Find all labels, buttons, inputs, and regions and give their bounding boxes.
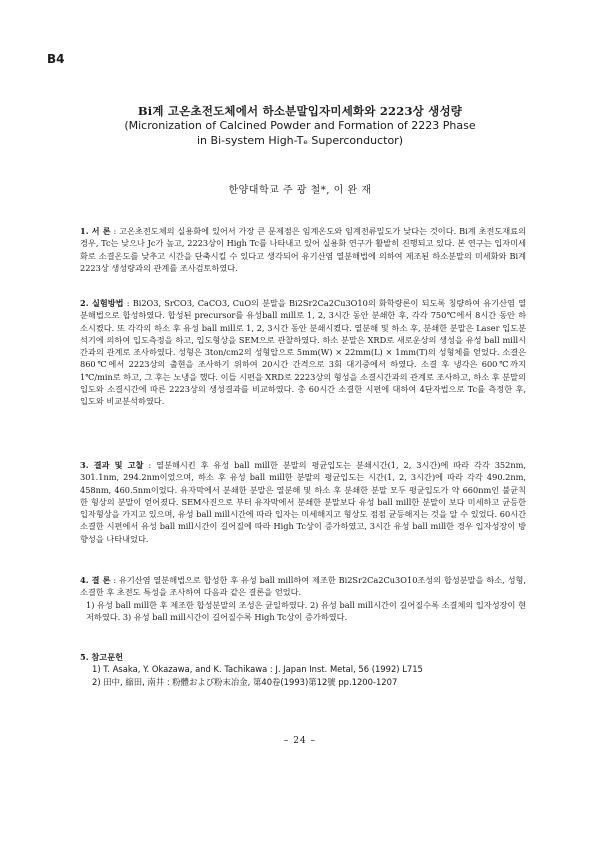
conclusion-list: 1) 유성 ball mill한 후 제조한 합성분말의 조성은 균일하였다. 2) 유성 ball mill시간이 길어질수록 소결체의 입자성장이 현저하였다. 3) 유성 ball mill시간이 길어질수록 High Tc상이 증가하였다. bbox=[86, 599, 526, 622]
section-heading: 5. 참고문헌 bbox=[80, 652, 124, 662]
page-number: – 24 – bbox=[283, 736, 317, 746]
reference-item: 2) 田中, 縮田, 南井 : 粉體および粉末冶金, 第40卷(1993)第12號 pp.1200-1207 bbox=[92, 676, 398, 687]
session-code: B4 bbox=[47, 52, 65, 66]
section-methods bbox=[80, 297, 526, 408]
section-conclusion bbox=[80, 574, 526, 623]
section-body: : Bi2O3, SrCO3, CaCO3, CuO의 분말을 Bi2Sr2Ca2Cu3O10의 화학량론이 되도록 칭량하여 유기산염 열분해법으로 합성하였다. 합성된 precursor를 유성ball mill로 1, 2, 3시간 동안 분쇄한 후, 각각 750℃에서 8시간 동안 하소시켰다. 또 각각의 하소 후 유성 ball mill로 1, 2, 3시간 동안 분쇄시켰다. 열분해 및 하소 후, 분쇄한 분말은 Laser 입도분석기에 의하여 입도측정을 하고, 입도형상을 SEM으로 관찰하였다. 하소 분말은 XRD로 새로운상의 생성을 유성 ball mill시간과의 관계로 조사하였다. 성형은 3ton/cm2의 성형압으로 5mm(W) × 22mm(L) × 1mm(T)의 성형체를 얻었다. 소결은 860℃에서 2223상의 출현을 조사하기 위하여 20시간 간격으로 3회 대기중에서 하였다. 소결 후 냉각은 600℃까지 1℃/min로 하고, 그 후는 노냉을 했다. 이들 시편을 XRD로 2223상의 형성을 소결시간과의 관계로 조사하고, 하소 후 분말의 입도와 소결시간에 따른 2223상의 생성결과를 비교하였다. 총 60시간 소결한 시편에 대하여 4단자법으로 Tc를 측정한 후, 입도와 비교분석하였다. bbox=[80, 298, 526, 407]
section-heading: 4. 결 론 bbox=[80, 575, 111, 585]
korean-title: Bi계 고온초전도체에서 하소분말입자미세화와 2223상 생성량 bbox=[137, 104, 463, 118]
english-title-line-2: in Bi-system High-Tₑ Superconductor) bbox=[197, 134, 403, 147]
section-results bbox=[80, 459, 526, 545]
authors: 한양대학교 주 광 철*, 이 완 재 bbox=[228, 185, 372, 196]
section-heading: 2. 실험방법 bbox=[80, 298, 124, 308]
section-references bbox=[80, 651, 526, 688]
section-body: : 고온초전도체의 실용화에 있어서 가장 큰 문제점은 임계온도와 임계전류밀도가 낮다는 것이다. Bi계 초전도재료의 경우, Tc는 낮으나 Jc가 높고, 2223상이 High Tc를 나타내고 있어 실용화 연구가 활발히 진행되고 있다. 본 연구는 입자미세화로 소결온도를 낮추고 시간을 단축시킬 수 있다고 생각되어 유기산염 열분해법에 의하여 제조된 하소분말의 미세화와 Bi계 2223상 생성량과의 관계를 조사검토하였다. bbox=[80, 226, 526, 273]
reference-list bbox=[80, 663, 526, 688]
section-body: : 열분해시킨 후 유성 ball mill한 분말의 평균입도는 분쇄시간(1, 2, 3시간)에 따라 각각 352nm, 301.1nm, 294.2nm이었으며, 하소 후 유성 ball mill한 분말의 평균입도는 시간(1, 2, 3시간)에 따라 각각 490.2nm, 458nm, 460.5nm이었다. 유자막에서 분쇄한 분말은 열분해 및 하소 후 분쇄한 분말 모두 평균입도가 약 660nm인 불균칙한 형상의 분말이 얻어졌다. SEM사진으로 부터 유자막에서 분쇄한 분말보다 유성 ball mill한 분말이 보다 미세하고 균등한 입자형상을 가지고 있으며, 유성 ball mill시간에 따라 입자는 미세해지고 형상도 점점 균등해지는 것을 알 수 있었다. 60시간 소결한 시편에서 유성 ball mill시간이 길어질에 따라 High Tc상이 증가하였고, 3시간 유성 ball mill한 경우 입자성장이 방향성을 나타내었다. bbox=[80, 460, 526, 544]
section-heading: 1. 서 론 bbox=[80, 226, 111, 236]
section-heading: 3. 결과 및 고찰 bbox=[80, 460, 144, 470]
reference-item: 1) T. Asaka, Y. Okazawa, and K. Tachikawa : J. Japan Inst. Metal, 56 (1992) L715 bbox=[92, 664, 423, 675]
section-introduction bbox=[80, 225, 526, 274]
english-title-line-1: (Micronization of Calcined Powder and Formation of 2223 Phase bbox=[124, 119, 476, 132]
section-body: : 유기산염 열분해법으로 합성한 후 유성 ball mill하여 제조한 Bi2Sr2Ca2Cu3O10조성의 합성분말을 하소, 성형, 소결한 후 초전도 특성을 조사하여 다음과 같은 결론을 얻었다. bbox=[80, 575, 526, 598]
